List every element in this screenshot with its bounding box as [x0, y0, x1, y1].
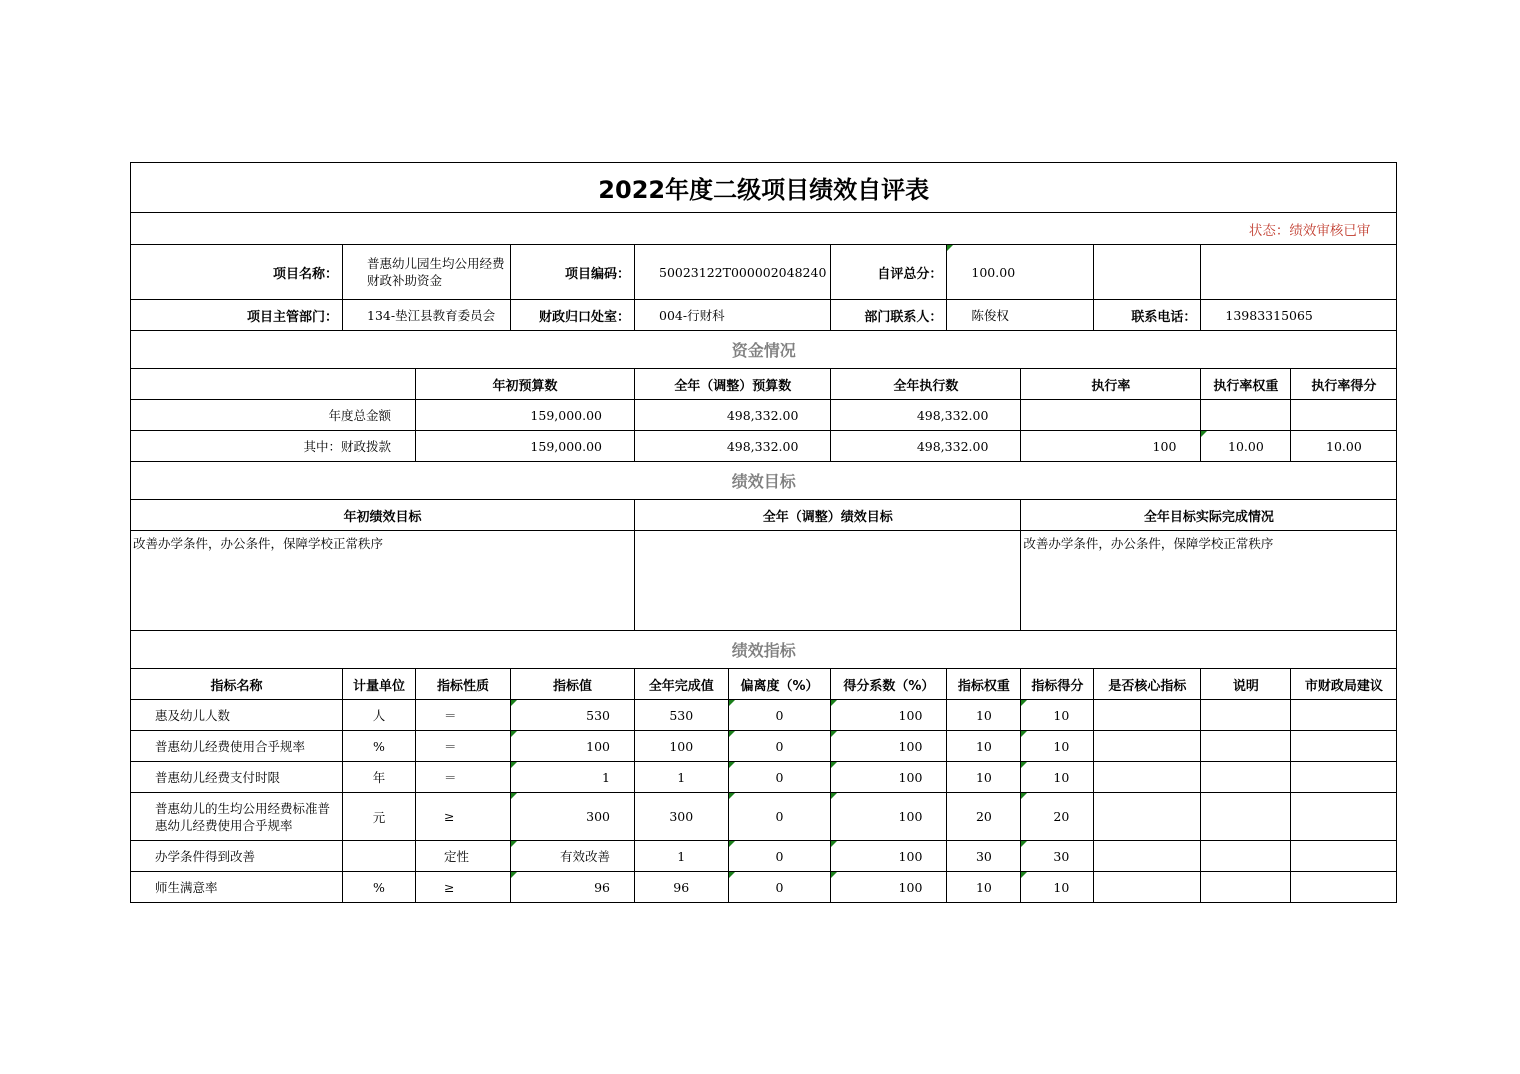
indicator-weight: 10: [947, 872, 1021, 903]
indicator-weight: 30: [947, 841, 1021, 872]
contact-label: 部门联系人：: [831, 300, 947, 331]
indicator-note: [1201, 872, 1291, 903]
funds-section-title: 资金情况: [131, 331, 1397, 369]
indicator-unit: [343, 841, 416, 872]
page-title: 2022年度二级项目绩效自评表: [131, 163, 1397, 213]
goal-adjusted-text: [635, 531, 1021, 631]
project-name-value: 普惠幼儿园生均公用经费财政补助资金: [343, 245, 511, 300]
indicator-is-core: [1094, 731, 1201, 762]
indicator-completed: 100: [635, 731, 729, 762]
indicator-nature: 定性: [416, 841, 511, 872]
finance-office-value: 004-行财科: [635, 300, 831, 331]
indicator-value: 有效改善: [511, 841, 635, 872]
goal-initial-text: 改善办学条件，办公条件，保障学校正常秩序: [131, 531, 635, 631]
indicator-score: 10: [1021, 762, 1094, 793]
indicator-note: [1201, 731, 1291, 762]
indicator-completed: 1: [635, 762, 729, 793]
indicator-header: 计量单位: [343, 669, 416, 700]
funds-adjusted: 498,332.00: [635, 431, 831, 462]
funds-initial: 159,000.00: [416, 431, 635, 462]
indicator-is-core: [1094, 841, 1201, 872]
self-score-label: 自评总分：: [831, 245, 947, 300]
indicator-header: 指标性质: [416, 669, 511, 700]
funds-header-score: 执行率得分: [1291, 369, 1397, 400]
evaluation-table: [130, 162, 1397, 903]
indicator-header: 指标得分: [1021, 669, 1094, 700]
indicator-nature: ＝: [416, 731, 511, 762]
indicator-header: 指标值: [511, 669, 635, 700]
indicator-row: [131, 841, 1397, 872]
indicator-suggestion: [1291, 872, 1397, 903]
indicator-row: [131, 700, 1397, 731]
dept-label: 项目主管部门：: [131, 300, 343, 331]
phone-label: 联系电话：: [1094, 300, 1201, 331]
indicator-name: 惠及幼儿人数: [131, 700, 343, 731]
funds-header-blank: [131, 369, 416, 400]
funds-score: [1291, 400, 1397, 431]
indicator-name: 普惠幼儿的生均公用经费标准普惠幼儿经费使用合乎规率: [131, 793, 343, 841]
indicator-nature: ≥: [416, 793, 511, 841]
indicator-row: [131, 872, 1397, 903]
indicator-coefficient: 100: [831, 841, 947, 872]
funds-score: 10.00: [1291, 431, 1397, 462]
indicator-unit: 年: [343, 762, 416, 793]
indicator-note: [1201, 841, 1291, 872]
indicator-unit: %: [343, 872, 416, 903]
indicator-is-core: [1094, 762, 1201, 793]
indicator-deviation: 0: [728, 793, 831, 841]
indicator-coefficient: 100: [831, 762, 947, 793]
finance-office-label: 财政归口处室：: [511, 300, 635, 331]
indicator-name: 普惠幼儿经费支付时限: [131, 762, 343, 793]
indicator-header: 市财政局建议: [1291, 669, 1397, 700]
indicator-suggestion: [1291, 841, 1397, 872]
funds-executed: 498,332.00: [831, 431, 1021, 462]
indicator-header: 得分系数（%）: [831, 669, 947, 700]
goals-header-initial: 年初绩效目标: [131, 500, 635, 531]
funds-adjusted: 498,332.00: [635, 400, 831, 431]
project-code-label: 项目编码：: [511, 245, 635, 300]
indicator-coefficient: 100: [831, 700, 947, 731]
indicator-coefficient: 100: [831, 731, 947, 762]
indicator-weight: 10: [947, 762, 1021, 793]
indicator-score: 20: [1021, 793, 1094, 841]
indicator-name: 普惠幼儿经费使用合乎规率: [131, 731, 343, 762]
funds-rate: [1021, 400, 1201, 431]
indicator-header: 说明: [1201, 669, 1291, 700]
indicator-score: 10: [1021, 872, 1094, 903]
indicator-completed: 96: [635, 872, 729, 903]
indicator-is-core: [1094, 700, 1201, 731]
indicator-name: 办学条件得到改善: [131, 841, 343, 872]
goal-actual-text: 改善办学条件，办公条件，保障学校正常秩序: [1021, 531, 1397, 631]
indicator-header: 全年完成值: [635, 669, 729, 700]
indicator-deviation: 0: [728, 731, 831, 762]
indicator-unit: %: [343, 731, 416, 762]
indicator-row: [131, 793, 1397, 841]
indicator-name: 师生满意率: [131, 872, 343, 903]
indicator-weight: 10: [947, 700, 1021, 731]
indicator-note: [1201, 762, 1291, 793]
indicator-value: 96: [511, 872, 635, 903]
evaluation-sheet: [130, 162, 1397, 903]
indicator-value: 100: [511, 731, 635, 762]
indicator-score: 30: [1021, 841, 1094, 872]
phone-value: 13983315065: [1201, 300, 1397, 331]
funds-row-label: 其中：财政拨款: [131, 431, 416, 462]
goals-header-actual: 全年目标实际完成情况: [1021, 500, 1397, 531]
indicator-note: [1201, 700, 1291, 731]
indicator-is-core: [1094, 793, 1201, 841]
indicator-deviation: 0: [728, 700, 831, 731]
funds-weight: [1201, 400, 1291, 431]
project-name-label: 项目名称：: [131, 245, 343, 300]
indicator-row: [131, 762, 1397, 793]
funds-row-label: 年度总金额: [131, 400, 416, 431]
indicator-nature: ＝: [416, 762, 511, 793]
funds-row: [131, 431, 1397, 462]
indicator-weight: 10: [947, 731, 1021, 762]
indicator-suggestion: [1291, 762, 1397, 793]
dept-value: 134-垫江县教育委员会: [343, 300, 511, 331]
blank-cell: [1094, 245, 1201, 300]
funds-header-rate: 执行率: [1021, 369, 1201, 400]
indicator-value: 300: [511, 793, 635, 841]
indicator-completed: 530: [635, 700, 729, 731]
indicator-deviation: 0: [728, 762, 831, 793]
indicator-header: 偏离度（%）: [728, 669, 831, 700]
indicators-section-title: 绩效指标: [131, 631, 1397, 669]
blank-cell: [1201, 245, 1397, 300]
indicator-note: [1201, 793, 1291, 841]
indicator-deviation: 0: [728, 872, 831, 903]
indicator-is-core: [1094, 872, 1201, 903]
indicator-row: [131, 731, 1397, 762]
indicator-suggestion: [1291, 731, 1397, 762]
indicator-header: 指标权重: [947, 669, 1021, 700]
funds-header-executed: 全年执行数: [831, 369, 1021, 400]
indicator-nature: ＝: [416, 700, 511, 731]
funds-header-adjusted: 全年（调整）预算数: [635, 369, 831, 400]
indicator-value: 1: [511, 762, 635, 793]
funds-initial: 159,000.00: [416, 400, 635, 431]
self-score-value: 100.00: [947, 245, 1094, 300]
indicator-header: 指标名称: [131, 669, 343, 700]
indicator-value: 530: [511, 700, 635, 731]
indicator-nature: ≥: [416, 872, 511, 903]
goals-section-title: 绩效目标: [131, 462, 1397, 500]
indicator-completed: 300: [635, 793, 729, 841]
funds-weight: 10.00: [1201, 431, 1291, 462]
goals-header-adjusted: 全年（调整）绩效目标: [635, 500, 1021, 531]
indicator-completed: 1: [635, 841, 729, 872]
indicator-coefficient: 100: [831, 793, 947, 841]
indicator-coefficient: 100: [831, 872, 947, 903]
funds-row: [131, 400, 1397, 431]
indicator-score: 10: [1021, 731, 1094, 762]
funds-header-initial: 年初预算数: [416, 369, 635, 400]
indicator-unit: 人: [343, 700, 416, 731]
indicator-unit: 元: [343, 793, 416, 841]
indicator-score: 10: [1021, 700, 1094, 731]
indicators-header-row: [131, 669, 1397, 700]
indicator-weight: 20: [947, 793, 1021, 841]
indicator-suggestion: [1291, 700, 1397, 731]
funds-rate: 100: [1021, 431, 1201, 462]
status-label: 状态：绩效审核已审: [131, 213, 1397, 245]
contact-value: 陈俊权: [947, 300, 1094, 331]
indicator-header: 是否核心指标: [1094, 669, 1201, 700]
funds-header-weight: 执行率权重: [1201, 369, 1291, 400]
funds-executed: 498,332.00: [831, 400, 1021, 431]
indicator-deviation: 0: [728, 841, 831, 872]
project-code-value: 50023122T000002048240: [635, 245, 831, 300]
indicator-rows: [131, 700, 1397, 903]
indicator-suggestion: [1291, 793, 1397, 841]
